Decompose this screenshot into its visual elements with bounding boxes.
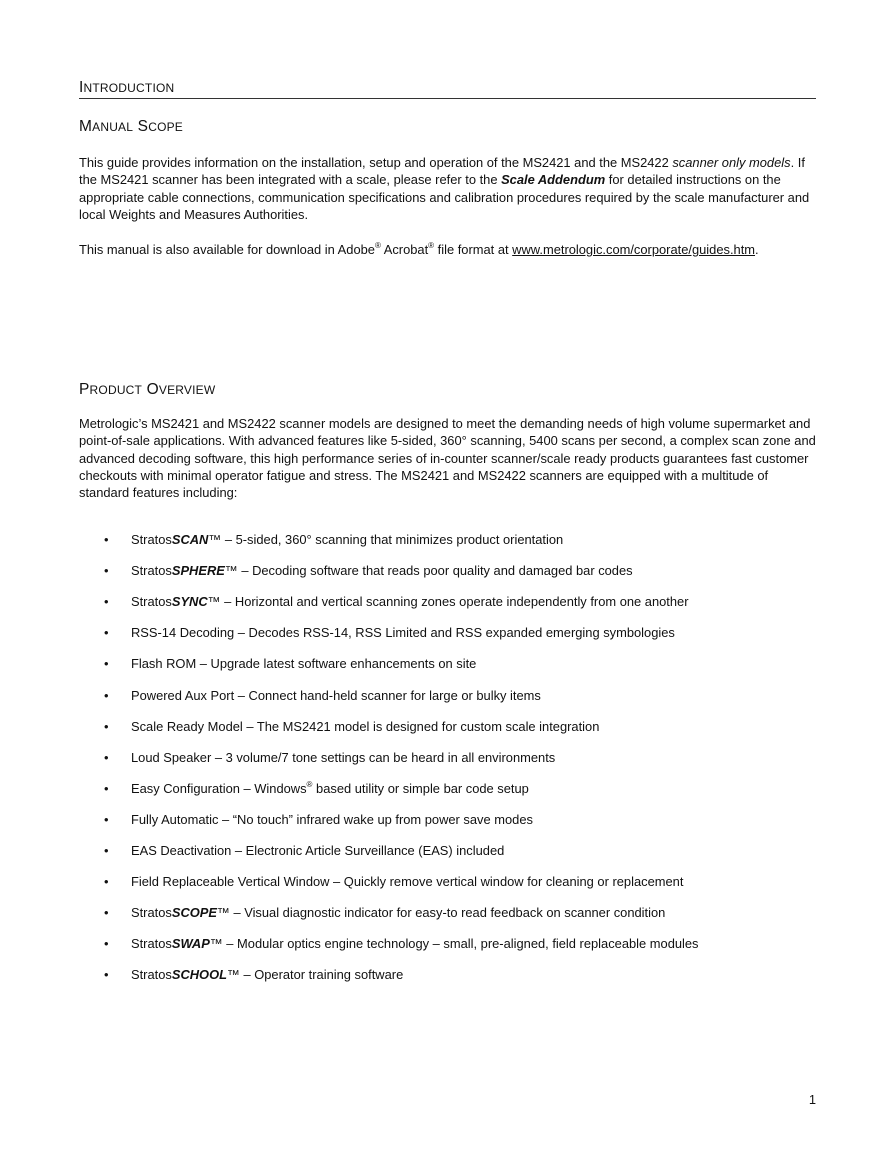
feature-list-item [0, 810, 892, 830]
feature-text: Easy Configuration – Windows® based utility or simple bar code setup [131, 779, 529, 796]
feature-list-item [0, 592, 892, 612]
guides-link[interactable]: www.metrologic.com/corporate/guides.htm [512, 242, 756, 257]
feature-list-item [0, 965, 892, 985]
bullet-marker: • [104, 625, 109, 641]
feature-list-item [0, 872, 892, 892]
feature-text: Powered Aux Port – Connect hand-held scanner for large or bulky items [131, 687, 541, 703]
feature-text: StratosSWAP™ – Modular optics engine technology – small, pre-aligned, field replaceable modules [131, 936, 699, 952]
feature-list-item [0, 841, 892, 861]
feature-text: StratosSCAN™ – 5-sided, 360° scanning that minimizes product orientation [131, 532, 564, 547]
feature-list-item [0, 779, 892, 799]
feature-text: StratosSCHOOL™ – Operator training software [131, 967, 404, 983]
bullet-marker: • [104, 687, 109, 703]
feature-text: EAS Deactivation – Electronic Article Surveillance (EAS) included [131, 843, 505, 858]
bullet-marker: • [104, 874, 109, 890]
feature-text: StratosSYNC™ – Horizontal and vertical scanning zones operate independently from one another [131, 594, 689, 610]
manual-scope-paragraph: This guide provides information on the installation, setup and operation of the MS2421 and the MS2422 scanner only models. If the MS2421 scanner has been integrated with a scale, please refer to the Scale Addendum for detailed instructions on the appropriate cable connections, communication specifications and calibration procedures required by the scale manufacturer and local Weights and Measures Authorities. [79, 155, 810, 222]
feature-list-item [0, 623, 892, 643]
feature-list-item [0, 654, 892, 674]
feature-list-item [0, 561, 892, 581]
feature-text: Loud Speaker – 3 volume/7 tone settings can be heard in all environments [131, 749, 556, 765]
feature-list-item [0, 748, 892, 768]
feature-text: RSS-14 Decoding – Decodes RSS-14, RSS Limited and RSS expanded emerging symbologies [131, 625, 675, 641]
feature-text: Field Replaceable Vertical Window – Quickly remove vertical window for cleaning or replacement [131, 874, 684, 890]
bullet-marker: • [104, 718, 109, 734]
bullet-marker: • [104, 532, 109, 547]
bullet-marker: • [104, 936, 109, 952]
feature-text: StratosSPHERE™ – Decoding software that reads poor quality and damaged bar codes [131, 563, 633, 579]
bullet-marker: • [104, 656, 109, 672]
product-overview-paragraph: Metrologic’s MS2421 and MS2422 scanner models are designed to meet the demanding needs of high volume supermarket and point-of-sale applications. With advanced features like 5-sided, 360° scanning, 5400 scans per second, a complex scan zone and advanced decoding software, this high performance series of in-counter scanner/scale ready products guarantees fast customer checkouts with minimal operator fatigue and stress. The MS2421 and MS2422 scanners are equipped with a multitude of standard features including: [79, 416, 816, 501]
feature-list-item [0, 686, 892, 706]
bullet-marker: • [104, 905, 109, 921]
feature-text: Fully Automatic – “No touch” infrared wake up from power save modes [131, 811, 533, 827]
feature-list-item [0, 934, 892, 954]
manual-scope-heading: MANUAL SCOPE [79, 118, 184, 135]
feature-list-item [0, 903, 892, 923]
bullet-marker: • [104, 843, 109, 858]
bullet-marker: • [104, 594, 109, 610]
download-paragraph: This manual is also available for download in Adobe® Acrobat® file format at www.metrologic.com/corporate/guides.htm. [79, 241, 759, 257]
bullet-marker: • [104, 967, 109, 983]
bullet-marker: • [104, 563, 109, 579]
feature-text: Scale Ready Model – The MS2421 model is designed for custom scale integration [131, 718, 600, 734]
page-number: 1 [808, 1092, 816, 1107]
bullet-marker: • [104, 749, 109, 765]
bullet-marker: • [104, 811, 109, 827]
bullet-marker: • [104, 780, 109, 796]
feature-text: StratosSCOPE™ – Visual diagnostic indicator for easy-to read feedback on scanner condition [131, 905, 666, 921]
introduction-heading: INTRODUCTION [79, 79, 816, 99]
feature-list-item [0, 717, 892, 737]
feature-list-item [0, 530, 892, 550]
feature-text: Flash ROM – Upgrade latest software enhancements on site [131, 656, 477, 672]
product-overview-heading: PRODUCT OVERVIEW [79, 381, 216, 398]
